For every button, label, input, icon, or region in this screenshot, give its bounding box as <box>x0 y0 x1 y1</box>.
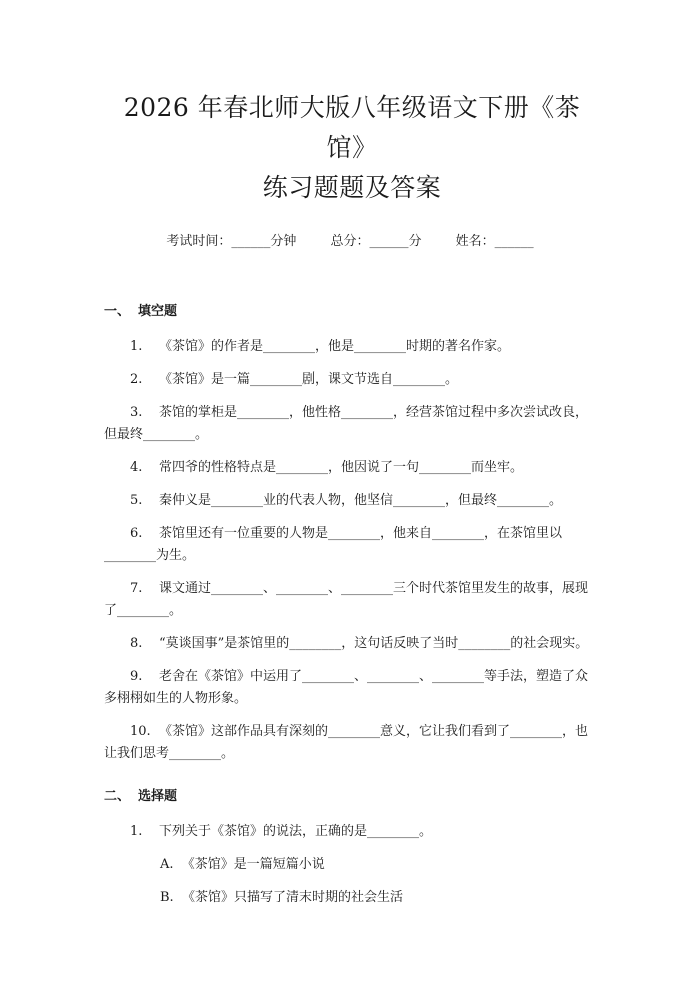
question-1-3 <box>104 402 600 446</box>
option-label: A. <box>160 857 174 872</box>
option-label: B. <box>160 890 174 905</box>
question-1-6 <box>104 523 600 567</box>
section-2-number: 二、 <box>104 789 131 804</box>
question-number: 1. <box>130 824 143 839</box>
question-number: 4. <box>130 460 143 475</box>
section-2-title: 选择题 <box>138 789 178 804</box>
question-1-9 <box>104 666 600 710</box>
question-text: 老舍在《茶馆》中运用了________、________、________等手法，塑造了众多栩栩如生的人物形象。 <box>104 669 588 706</box>
section-1-heading <box>104 302 600 322</box>
section-1-number: 一、 <box>104 304 131 319</box>
question-1-4 <box>104 457 600 479</box>
exam-time: 考试时间：______分钟 <box>166 234 297 249</box>
question-text: 课文通过________、________、________三个时代茶馆里发生的故事，展现了________。 <box>104 581 588 618</box>
section-2-heading <box>104 787 600 807</box>
question-text: 《茶馆》的作者是________，他是________时期的著名作家。 <box>158 339 510 354</box>
document-title <box>104 88 600 208</box>
section-1-title: 填空题 <box>138 304 178 319</box>
question-1-2 <box>104 369 600 391</box>
option-a <box>104 854 600 876</box>
question-text: 茶馆里还有一位重要的人物是________，他来自________，在茶馆里以________为生。 <box>104 526 562 563</box>
question-1-8 <box>104 633 600 655</box>
question-number: 7. <box>130 581 143 596</box>
question-number: 6. <box>130 526 143 541</box>
title-line-1: 2026 年春北师大版八年级语文下册《茶馆》 <box>123 93 581 162</box>
question-1-1 <box>104 336 600 358</box>
question-text: 下列关于《茶馆》的说法，正确的是________。 <box>158 824 432 839</box>
question-1-10 <box>104 721 600 765</box>
question-number: 9. <box>130 669 143 684</box>
title-line-2: 练习题题及答案 <box>262 173 442 202</box>
question-text: 《茶馆》这部作品具有深刻的________意义，它让我们看到了________，也让我们思考________。 <box>104 724 588 761</box>
question-number: 8. <box>130 636 143 651</box>
option-text: 《茶馆》是一篇短篇小说 <box>181 857 325 872</box>
question-number: 3. <box>130 405 143 420</box>
question-number: 1. <box>130 339 143 354</box>
question-number: 2. <box>130 372 143 387</box>
exam-score: 总分：______分 <box>330 234 422 249</box>
question-1-5 <box>104 490 600 512</box>
question-number: 10. <box>130 724 151 739</box>
question-number: 5. <box>130 493 143 508</box>
option-text: 《茶馆》只描写了清末时期的社会生活 <box>181 890 403 905</box>
question-text: “莫谈国事”是茶馆里的________，这句话反映了当时________的社会现实。 <box>158 636 589 651</box>
question-text: 秦仲义是________业的代表人物，他坚信________，但最终________。 <box>158 493 562 508</box>
question-text: 茶馆的掌柜是________，他性格________，经营茶馆过程中多次尝试改良，但最终________。 <box>104 405 588 442</box>
question-1-7 <box>104 578 600 622</box>
question-text: 常四爷的性格特点是________，他因说了一句________而坐牢。 <box>158 460 523 475</box>
document-page <box>0 88 700 993</box>
question-text: 《茶馆》是一篇________剧，课文节选自________。 <box>158 372 458 387</box>
question-2-1 <box>104 821 600 843</box>
exam-info <box>100 232 600 252</box>
option-b <box>104 887 600 909</box>
exam-name: 姓名：______ <box>455 234 534 249</box>
